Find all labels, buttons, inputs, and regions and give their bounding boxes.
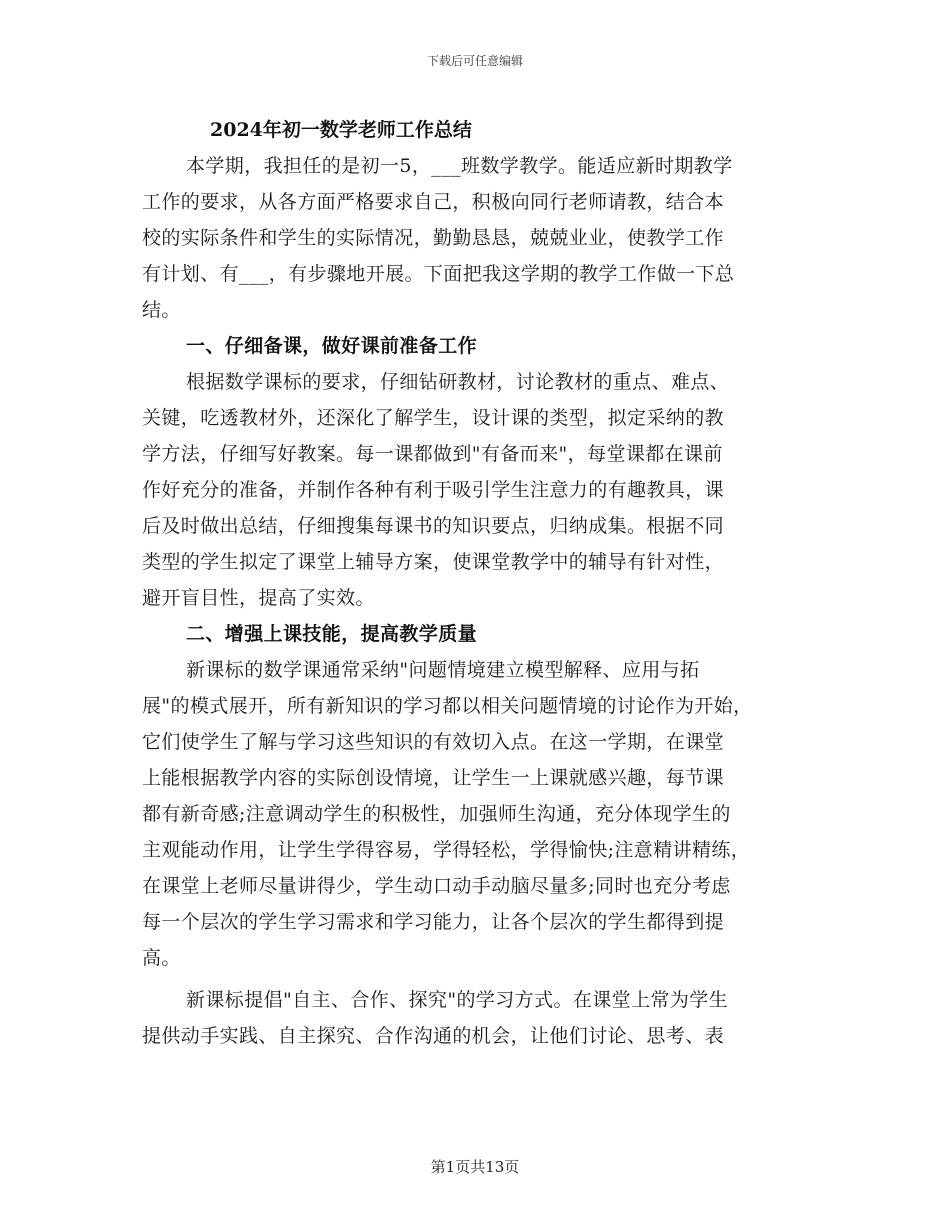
paragraph-line: 作好充分的准备，并制作各种有利于吸引学生注意力的有趣教具，课 (142, 479, 725, 501)
paragraph-line: 本学期，我担任的是初一5，___班数学教学。能适应新时期教学 (186, 155, 733, 177)
paragraph-line: 后及时做出总结，仔细搜集每课书的知识要点，归纳成集。根据不同 (142, 515, 725, 537)
section2-paragraph-2 (142, 982, 808, 1054)
paragraph-line: 新课标提倡"自主、合作、探究"的学习方式。在课堂上常为学生 (186, 989, 729, 1011)
paragraph-line: 关键，吃透教材外，还深化了解学生，设计课的类型，拟定采纳的教 (142, 407, 725, 429)
paragraph-line: 上能根据教学内容的实际创设情境，让学生一上课就感兴趣，每节课 (142, 767, 725, 789)
paragraph-line: 新课标的数学课通常采纳"问题情境建立模型解释、应用与拓 (186, 659, 700, 681)
section2-paragraph-1 (142, 652, 808, 976)
paragraph-line: 类型的学生拟定了课堂上辅导方案，使课堂教学中的辅导有针对性， (142, 551, 725, 573)
paragraph-line: 校的实际条件和学生的实际情况，勤勤恳恳，兢兢业业，使教学工作 (142, 227, 725, 249)
paragraph-line: 提供动手实践、自主探究、合作沟通的机会，让他们讨论、思考、表 (142, 1025, 725, 1047)
document-body (142, 112, 808, 1054)
paragraph-line: 展"的模式展开，所有新知识的学习都以相关问题情境的讨论作为开始， (142, 695, 753, 717)
page-header-note: 下载后可任意编辑 (426, 54, 523, 68)
paragraph-line: 主观能动作用，让学生学得容易，学得轻松，学得愉快;注意精讲精练， (142, 839, 751, 861)
paragraph-line: 在课堂上老师尽量讲得少，学生动口动手动脑尽量多;同时也充分考虑 (142, 875, 731, 897)
section-heading-1: 一、仔细备课，做好课前准备工作 (186, 335, 478, 357)
section1-paragraph (142, 364, 808, 616)
paragraph-line: 高。 (142, 947, 181, 969)
paragraph-line: 学方法，仔细写好教案。每一课都做到"有备而来"，每堂课都在课前 (142, 443, 723, 465)
paragraph-line: 它们使学生了解与学习这些知识的有效切入点。在这一学期，在课堂 (142, 731, 725, 753)
section-heading-2: 二、增强上课技能，提高教学质量 (186, 623, 478, 645)
document-title: 2024年初一数学老师工作总结 (210, 119, 472, 141)
paragraph-line: 结。 (142, 299, 181, 321)
page-number: 第1页共13页 (430, 1158, 520, 1176)
paragraph-line: 避开盲目性，提高了实效。 (142, 587, 375, 609)
intro-paragraph (142, 148, 808, 328)
paragraph-line: 有计划、有___，有步骤地开展。下面把我这学期的教学工作做一下总 (142, 263, 735, 285)
paragraph-line: 根据数学课标的要求，仔细钻研教材，讨论教材的重点、难点、 (186, 371, 730, 393)
paragraph-line: 都有新奇感;注意调动学生的积极性，加强师生沟通，充分体现学生的 (142, 803, 731, 825)
paragraph-line: 每一个层次的学生学习需求和学习能力，让各个层次的学生都得到提 (142, 911, 725, 933)
paragraph-line: 工作的要求，从各方面严格要求自己，积极向同行老师请教，结合本 (142, 191, 725, 213)
